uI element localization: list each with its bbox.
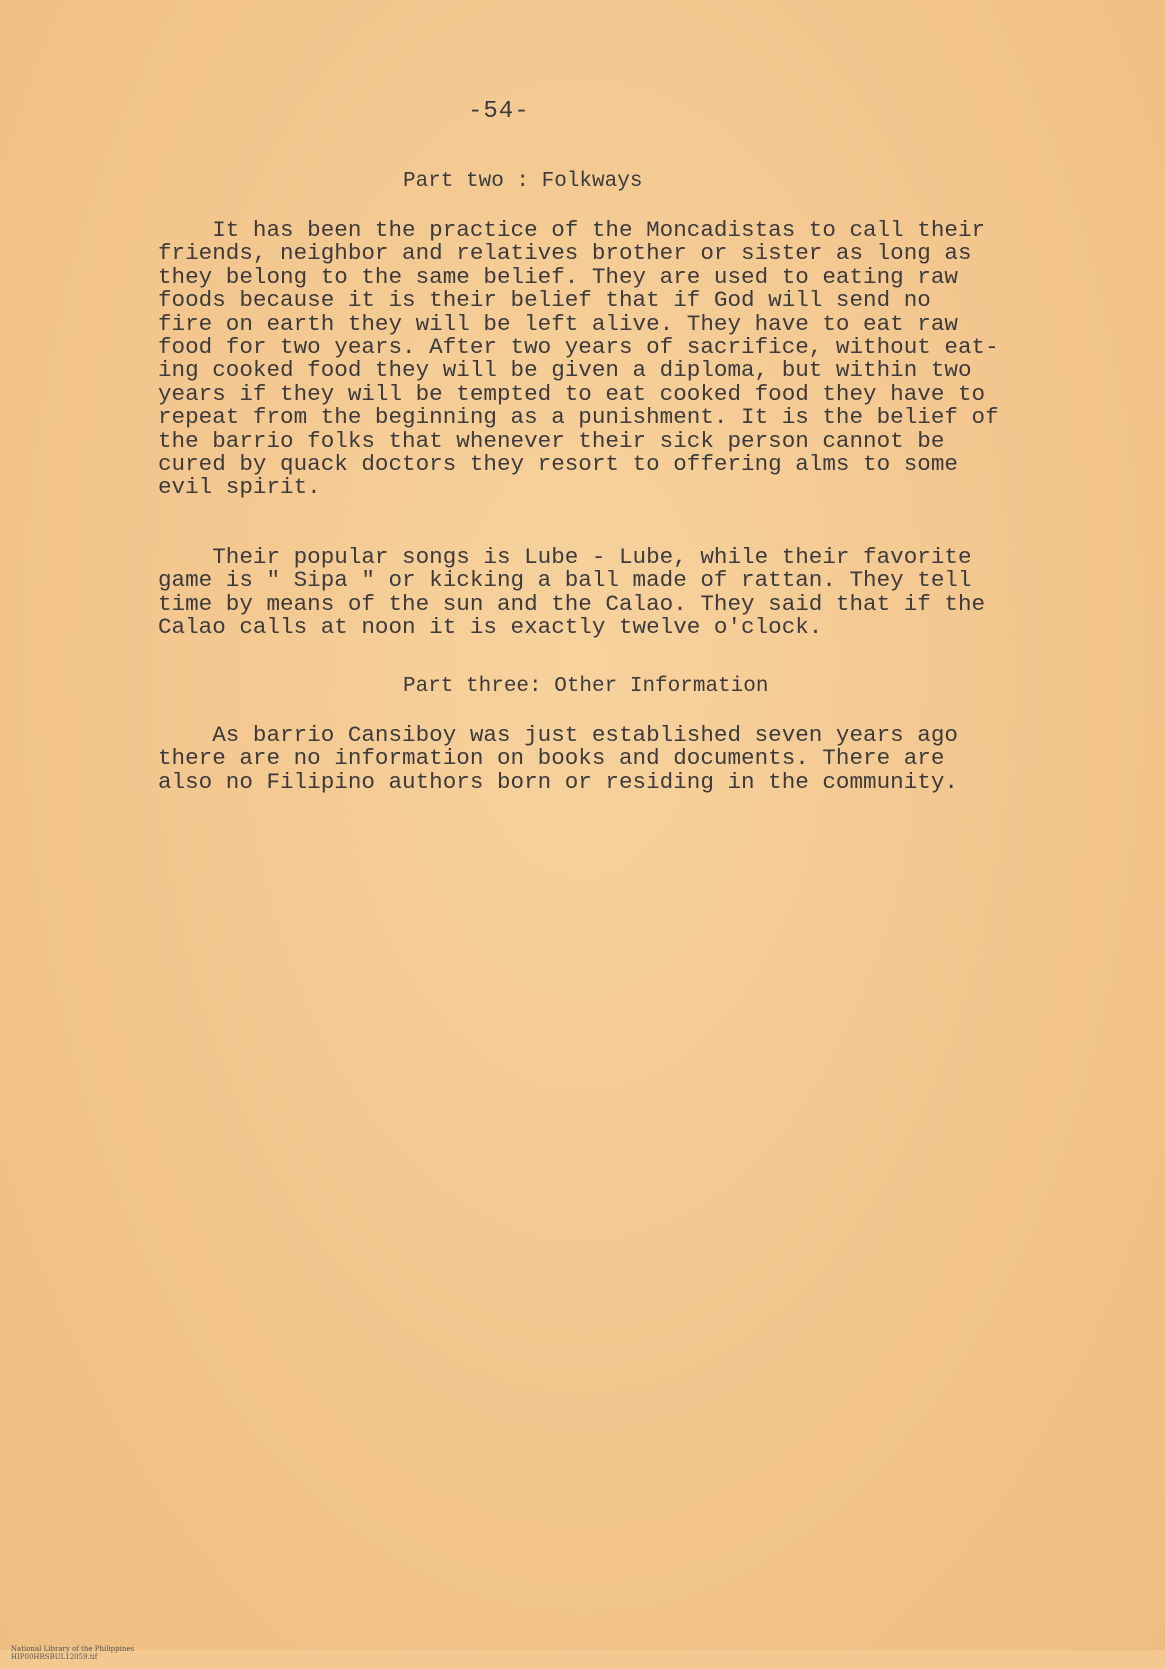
paragraph-folkways-beliefs bbox=[158, 219, 1108, 500]
text-line: the barrio folks that whenever their sick person cannot be bbox=[158, 427, 945, 454]
paragraph-other-information bbox=[158, 724, 1108, 794]
text-line: cured by quack doctors they resort to offering alms to some bbox=[158, 451, 958, 478]
text-line: It has been the practice of the Moncadistas to call their bbox=[158, 217, 986, 243]
paragraph-folkways-songs bbox=[158, 546, 1108, 640]
text-line: Their popular songs is Lube - Lube, while their favorite bbox=[158, 544, 972, 570]
footer-institution: National Library of the Philippines bbox=[10, 1645, 135, 1653]
text-line: food for two years. After two years of sacrifice, without eat- bbox=[158, 334, 999, 361]
text-line: ing cooked food they will be given a diploma, but within two bbox=[158, 357, 972, 384]
text-line: they belong to the same belief. They are used to eating raw bbox=[158, 263, 958, 290]
page-number: -54- bbox=[468, 98, 530, 125]
text-line: repeat from the beginning as a punishment. It is the belief of bbox=[158, 404, 999, 431]
section-heading-other-information: Part three: Other Information bbox=[403, 675, 769, 698]
footer-file-id: HIP00HRSBUL12059.tif bbox=[10, 1653, 98, 1661]
text-line: there are no information on books and documents. There are bbox=[158, 745, 945, 772]
text-line: evil spirit. bbox=[158, 474, 321, 501]
text-line: game is " Sipa " or kicking a ball made of rattan. They tell bbox=[158, 567, 972, 594]
text-line: foods because it is their belief that if God will send no bbox=[158, 287, 931, 314]
scan-footer bbox=[2, 1637, 152, 1669]
text-line: also no Filipino authors born or residing in the community. bbox=[158, 768, 958, 795]
text-line: fire on earth they will be left alive. They have to eat raw bbox=[158, 310, 958, 337]
section-heading-folkways: Part two : Folkways bbox=[403, 170, 643, 193]
text-line: Calao calls at noon it is exactly twelve o'clock. bbox=[158, 614, 823, 641]
text-line: years if they will be tempted to eat cooked food they have to bbox=[158, 380, 986, 407]
text-line: friends, neighbor and relatives brother or sister as long as bbox=[158, 240, 972, 267]
text-line: As barrio Cansiboy was just established seven years ago bbox=[158, 722, 958, 748]
text-line: time by means of the sun and the Calao. They said that if the bbox=[158, 590, 986, 617]
